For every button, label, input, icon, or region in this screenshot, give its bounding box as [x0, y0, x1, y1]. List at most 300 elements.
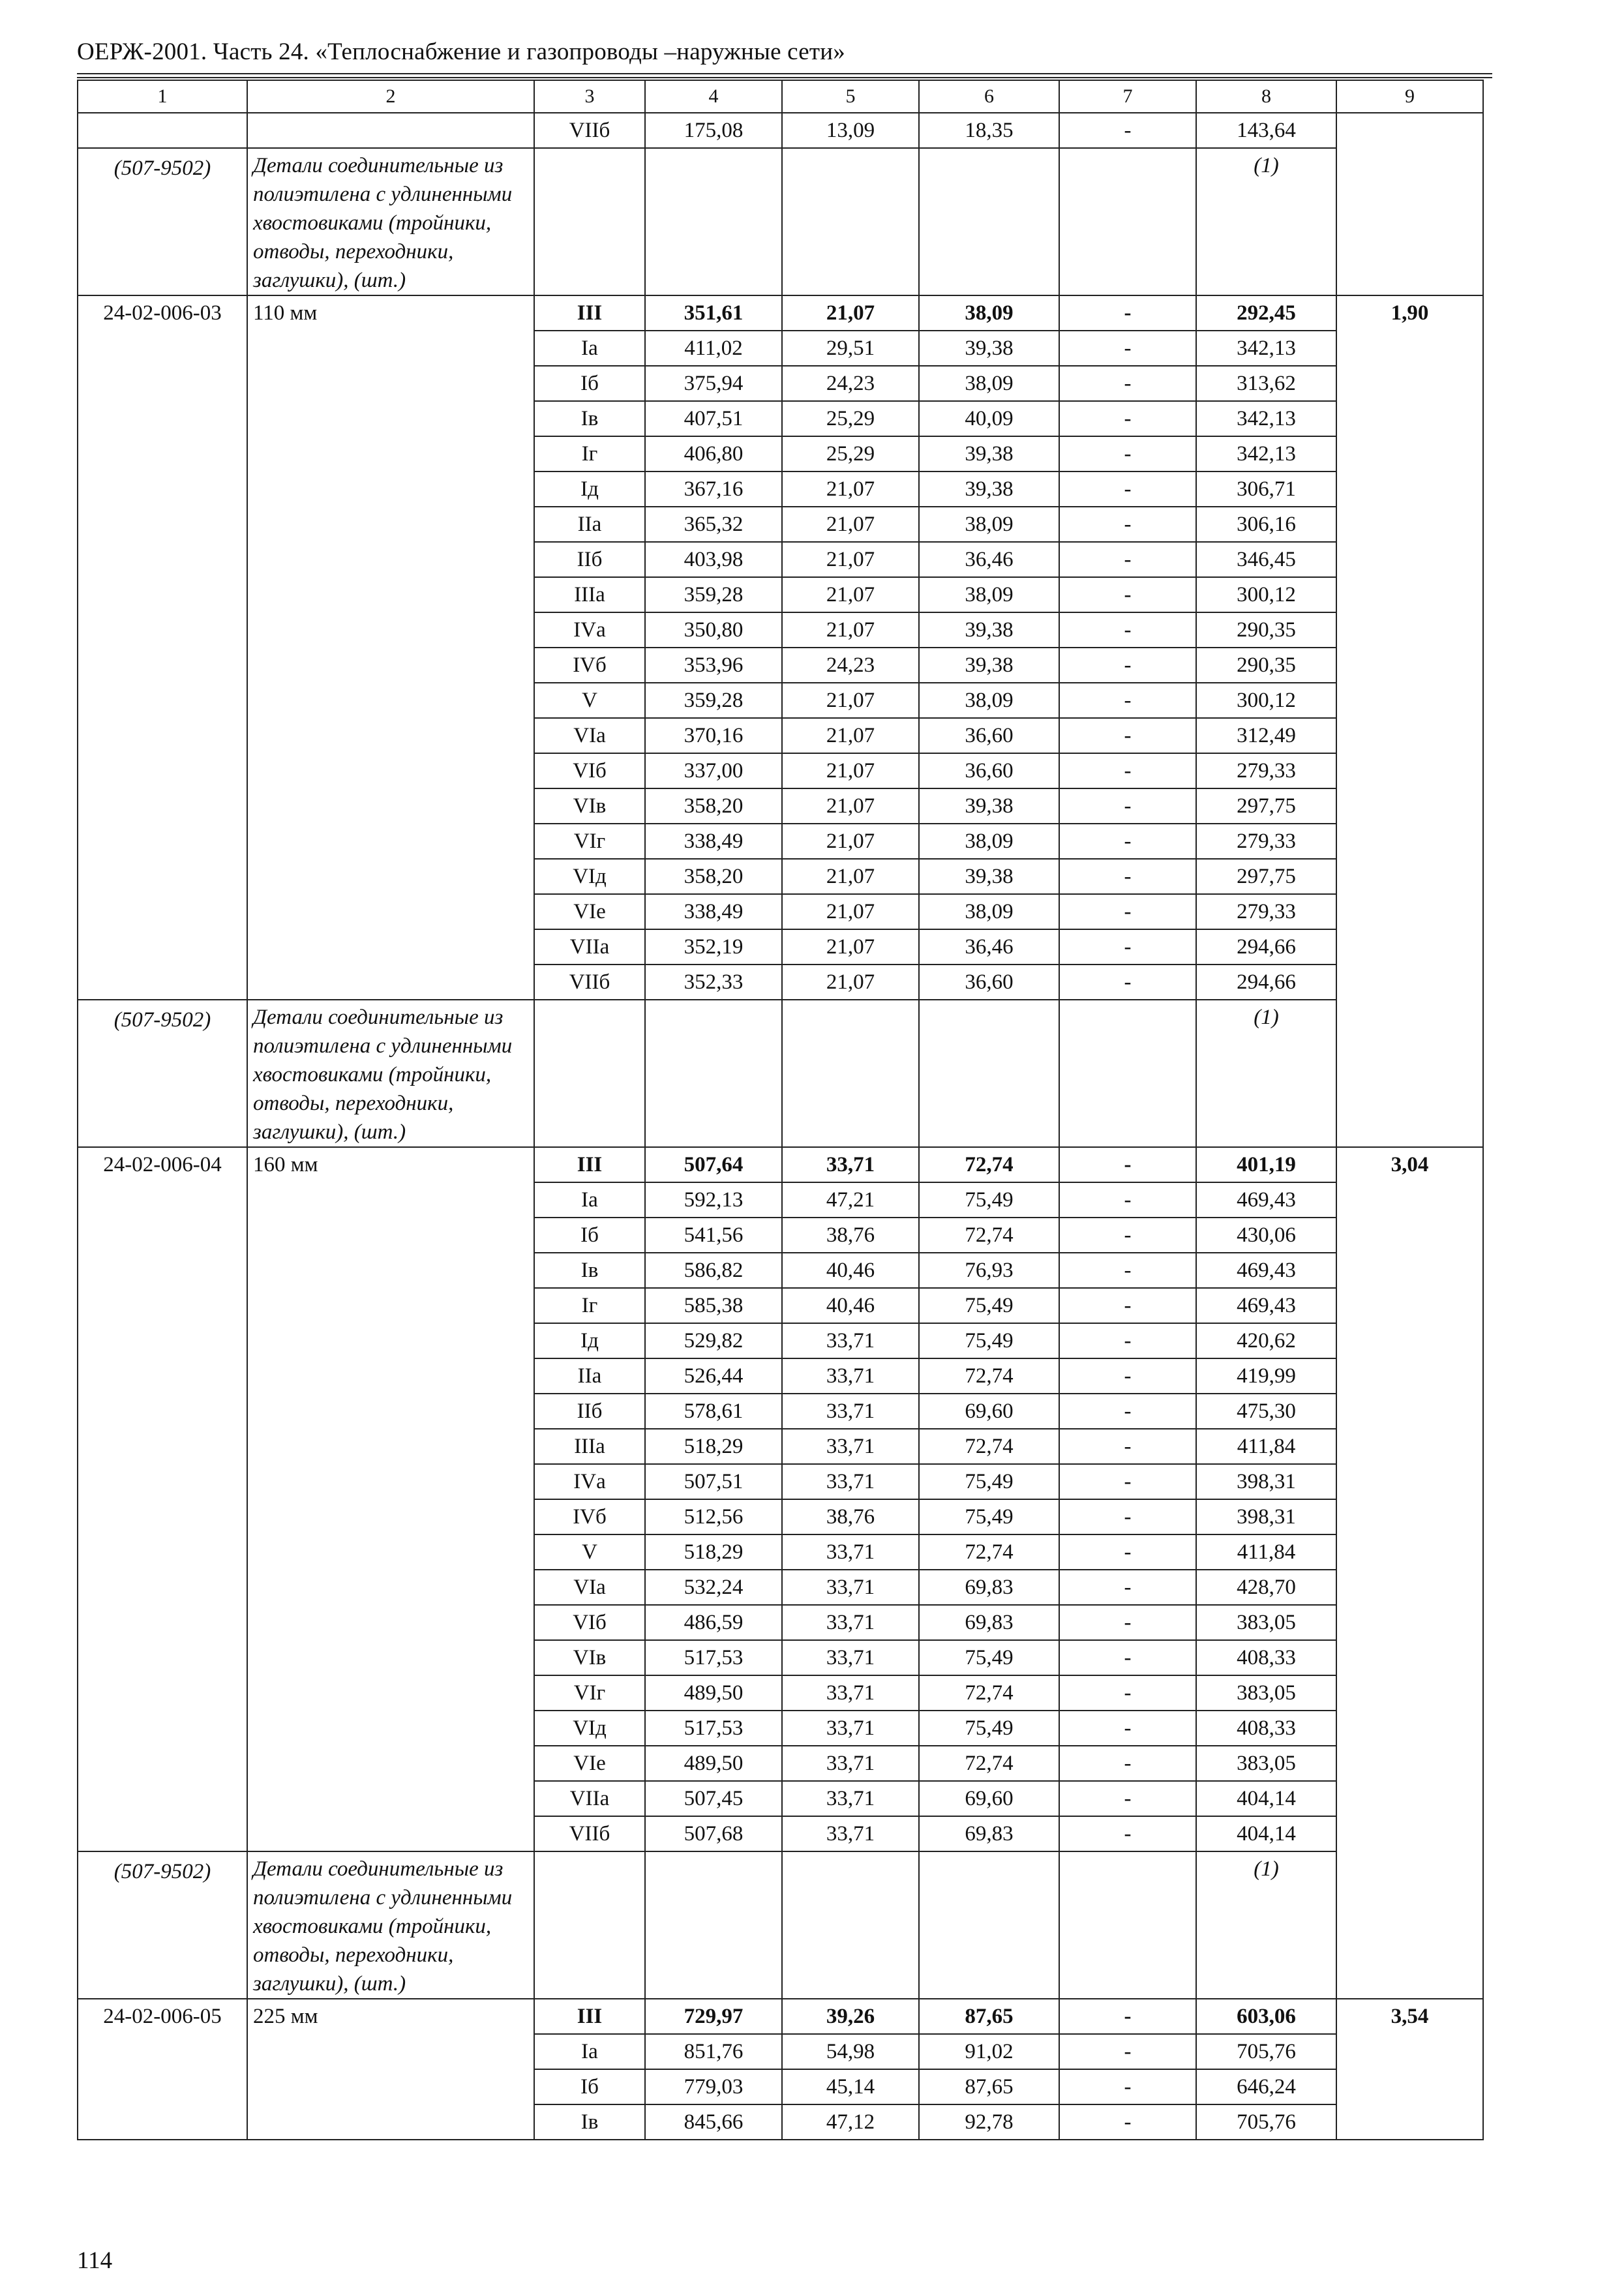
value-cell: 646,24 [1196, 2069, 1336, 2104]
value-cell: 358,20 [645, 788, 782, 824]
value-cell: VIд [534, 1711, 645, 1746]
value-cell: - [1059, 436, 1196, 471]
value-cell: 411,84 [1196, 1534, 1336, 1570]
value-cell: 486,59 [645, 1605, 782, 1640]
value-cell: 401,19 [1196, 1147, 1336, 1182]
value-cell: 21,07 [782, 295, 919, 331]
value-cell: 290,35 [1196, 648, 1336, 683]
value-cell: Iа [534, 1182, 645, 1218]
value-cell: - [1059, 1323, 1196, 1358]
empty-cell [782, 1000, 919, 1147]
value-cell: 33,71 [782, 1147, 919, 1182]
value-cell: 359,28 [645, 683, 782, 718]
value-cell: 517,53 [645, 1640, 782, 1675]
value-cell: 342,13 [1196, 401, 1336, 436]
value-cell: 312,49 [1196, 718, 1336, 753]
value-cell: 87,65 [919, 2069, 1059, 2104]
value-cell: Iа [534, 331, 645, 366]
value-cell: - [1059, 1429, 1196, 1464]
value-cell: 705,76 [1196, 2034, 1336, 2069]
value-cell: 518,29 [645, 1534, 782, 1570]
value-cell: VIв [534, 1640, 645, 1675]
col9-cell [1336, 113, 1483, 295]
value-cell: 33,71 [782, 1640, 919, 1675]
value-cell: 24,23 [782, 648, 919, 683]
value-cell: 407,51 [645, 401, 782, 436]
value-cell: 475,30 [1196, 1394, 1336, 1429]
value-cell: 33,71 [782, 1781, 919, 1816]
value-cell: 21,07 [782, 507, 919, 542]
value-cell: 38,76 [782, 1499, 919, 1534]
value-cell: 512,56 [645, 1499, 782, 1534]
value-cell: 39,38 [919, 471, 1059, 507]
value-cell: - [1059, 1182, 1196, 1218]
note-code: (507-9502) [78, 148, 247, 295]
value-cell: 541,56 [645, 1218, 782, 1253]
value-cell: 21,07 [782, 471, 919, 507]
value-cell: VIIа [534, 1781, 645, 1816]
value-cell: 25,29 [782, 436, 919, 471]
value-cell: 290,35 [1196, 612, 1336, 648]
column-number: 5 [782, 80, 919, 113]
value-cell: - [1059, 612, 1196, 648]
value-cell: VIIа [534, 929, 645, 965]
value-cell: V [534, 683, 645, 718]
value-cell: 29,51 [782, 331, 919, 366]
empty-cell [645, 148, 782, 295]
value-cell: VIIб [534, 113, 645, 148]
value-cell: 489,50 [645, 1675, 782, 1711]
value-cell: 370,16 [645, 718, 782, 753]
value-cell: 705,76 [1196, 2104, 1336, 2140]
note-code: (507-9502) [78, 1000, 247, 1147]
value-cell: 21,07 [782, 753, 919, 788]
value-cell: 38,09 [919, 577, 1059, 612]
value-cell: 21,07 [782, 612, 919, 648]
value-cell: Iв [534, 1253, 645, 1288]
value-cell: 353,96 [645, 648, 782, 683]
value-cell: 352,19 [645, 929, 782, 965]
value-cell: - [1059, 366, 1196, 401]
empty-cell [1059, 1000, 1196, 1147]
value-cell: 21,07 [782, 929, 919, 965]
value-cell: 294,66 [1196, 965, 1336, 1000]
value-cell: 87,65 [919, 1999, 1059, 2034]
value-cell: 306,16 [1196, 507, 1336, 542]
value-cell: 69,83 [919, 1816, 1059, 1851]
value-cell: - [1059, 1358, 1196, 1394]
value-cell: 75,49 [919, 1323, 1059, 1358]
value-cell: IVб [534, 648, 645, 683]
value-cell: - [1059, 859, 1196, 894]
value-cell: 408,33 [1196, 1711, 1336, 1746]
value-cell: 39,38 [919, 331, 1059, 366]
value-cell: III [534, 1147, 645, 1182]
value-cell: 313,62 [1196, 366, 1336, 401]
value-cell: - [1059, 683, 1196, 718]
value-cell: 398,31 [1196, 1499, 1336, 1534]
value-cell: 367,16 [645, 471, 782, 507]
code-cell: 24-02-006-05 [78, 1999, 247, 2140]
value-cell: 359,28 [645, 577, 782, 612]
column-number-row [78, 80, 1483, 113]
value-cell: Iб [534, 2069, 645, 2104]
value-cell: 33,71 [782, 1534, 919, 1570]
value-cell: 75,49 [919, 1182, 1059, 1218]
value-cell: 406,80 [645, 436, 782, 471]
value-cell: Iа [534, 2034, 645, 2069]
value-cell: 47,12 [782, 2104, 919, 2140]
value-cell: - [1059, 1675, 1196, 1711]
value-cell: 507,45 [645, 1781, 782, 1816]
value-cell: 21,07 [782, 718, 919, 753]
value-cell: 279,33 [1196, 894, 1336, 929]
value-cell: IVб [534, 1499, 645, 1534]
value-cell: - [1059, 1746, 1196, 1781]
value-cell: VIг [534, 824, 645, 859]
empty-cell [1059, 1851, 1196, 1999]
value-cell: 342,13 [1196, 331, 1336, 366]
value-cell: - [1059, 1288, 1196, 1323]
table-row [78, 1999, 1483, 2034]
value-cell: 469,43 [1196, 1182, 1336, 1218]
value-cell: 72,74 [919, 1429, 1059, 1464]
value-cell: - [1059, 1711, 1196, 1746]
value-cell: 529,82 [645, 1323, 782, 1358]
value-cell: - [1059, 2104, 1196, 2140]
value-cell: 292,45 [1196, 295, 1336, 331]
empty-cell [1059, 148, 1196, 295]
value-cell: IIIа [534, 1429, 645, 1464]
name-cell [247, 113, 534, 148]
value-cell: 365,32 [645, 507, 782, 542]
value-cell: 75,49 [919, 1640, 1059, 1675]
size-cell: 225 мм [247, 1999, 534, 2140]
value-cell: VIд [534, 859, 645, 894]
value-cell: 297,75 [1196, 859, 1336, 894]
value-cell: 75,49 [919, 1711, 1059, 1746]
value-cell: VIг [534, 1675, 645, 1711]
value-cell: - [1059, 2069, 1196, 2104]
value-cell: III [534, 1999, 645, 2034]
value-cell: - [1059, 894, 1196, 929]
value-cell: 13,09 [782, 113, 919, 148]
header-rule [77, 77, 1492, 78]
empty-cell [534, 1000, 645, 1147]
column-number: 6 [919, 80, 1059, 113]
value-cell: 38,09 [919, 366, 1059, 401]
value-cell: 337,00 [645, 753, 782, 788]
value-cell: - [1059, 471, 1196, 507]
value-cell: III [534, 295, 645, 331]
value-cell: VIIб [534, 1816, 645, 1851]
value-cell: 36,60 [919, 718, 1059, 753]
value-cell: 40,46 [782, 1288, 919, 1323]
value-cell: - [1059, 1570, 1196, 1605]
value-cell: 518,29 [645, 1429, 782, 1464]
value-cell: - [1059, 1218, 1196, 1253]
column-number: 2 [247, 80, 534, 113]
value-cell: 408,33 [1196, 1640, 1336, 1675]
empty-cell [919, 1000, 1059, 1147]
value-cell: 411,84 [1196, 1429, 1336, 1464]
value-cell: 603,06 [1196, 1999, 1336, 2034]
value-cell: 36,46 [919, 542, 1059, 577]
value-cell: - [1059, 1147, 1196, 1182]
note-code: (507-9502) [78, 1851, 247, 1999]
value-cell: Iд [534, 471, 645, 507]
value-cell: 779,03 [645, 2069, 782, 2104]
column-number: 8 [1196, 80, 1336, 113]
value-cell: 38,09 [919, 894, 1059, 929]
value-cell: IVа [534, 612, 645, 648]
value-cell: 383,05 [1196, 1675, 1336, 1711]
header-rule [77, 73, 1492, 74]
value-cell: 175,08 [645, 113, 782, 148]
value-cell: 24,23 [782, 366, 919, 401]
value-cell: VIа [534, 1570, 645, 1605]
value-cell: 404,14 [1196, 1781, 1336, 1816]
value-cell: 403,98 [645, 542, 782, 577]
value-cell: Iб [534, 1218, 645, 1253]
value-cell: 40,46 [782, 1253, 919, 1288]
value-cell: 36,60 [919, 965, 1059, 1000]
value-cell: Iг [534, 436, 645, 471]
value-cell: 33,71 [782, 1464, 919, 1499]
value-cell: - [1059, 753, 1196, 788]
value-cell: 75,49 [919, 1499, 1059, 1534]
value-cell: 18,35 [919, 113, 1059, 148]
value-cell: 845,66 [645, 2104, 782, 2140]
value-cell: 351,61 [645, 295, 782, 331]
value-cell: 72,74 [919, 1358, 1059, 1394]
value-cell: 72,74 [919, 1746, 1059, 1781]
value-cell: 489,50 [645, 1746, 782, 1781]
value-cell: - [1059, 1534, 1196, 1570]
value-cell: 69,60 [919, 1394, 1059, 1429]
value-cell: 45,14 [782, 2069, 919, 2104]
value-cell: 38,09 [919, 824, 1059, 859]
value-cell: V [534, 1534, 645, 1570]
note-description: Детали соединительные из полиэтилена с удлиненными хвостовиками (тройники, отводы, переходники, заглушки), (шт.) [247, 148, 534, 295]
code-cell: 24-02-006-03 [78, 295, 247, 1000]
value-cell: 21,07 [782, 859, 919, 894]
value-cell: 507,68 [645, 1816, 782, 1851]
value-cell: VIб [534, 753, 645, 788]
value-cell: 69,83 [919, 1605, 1059, 1640]
value-cell: 76,93 [919, 1253, 1059, 1288]
rates-table [77, 80, 1484, 2140]
value-cell: Iб [534, 366, 645, 401]
value-cell: 21,07 [782, 577, 919, 612]
value-cell: 507,51 [645, 1464, 782, 1499]
value-cell: 404,14 [1196, 1816, 1336, 1851]
value-cell: 300,12 [1196, 577, 1336, 612]
code-cell: 24-02-006-04 [78, 1147, 247, 1851]
value-cell: 851,76 [645, 2034, 782, 2069]
value-cell: 92,78 [919, 2104, 1059, 2140]
value-cell: VIв [534, 788, 645, 824]
note-row [78, 1851, 1483, 1999]
value-cell: - [1059, 1605, 1196, 1640]
code-cell [78, 113, 247, 148]
value-cell: 39,38 [919, 788, 1059, 824]
value-cell: 346,45 [1196, 542, 1336, 577]
value-cell: 38,09 [919, 507, 1059, 542]
size-cell: 160 мм [247, 1147, 534, 1851]
value-cell: 586,82 [645, 1253, 782, 1288]
note-description: Детали соединительные из полиэтилена с удлиненными хвостовиками (тройники, отводы, переходники, заглушки), (шт.) [247, 1000, 534, 1147]
table-row [78, 295, 1483, 331]
value-cell: 21,07 [782, 894, 919, 929]
value-cell: 592,13 [645, 1182, 782, 1218]
value-cell: VIIб [534, 965, 645, 1000]
value-cell: 33,71 [782, 1429, 919, 1464]
value-cell: 69,60 [919, 1781, 1059, 1816]
col9-cell: 3,54 [1336, 1999, 1483, 2140]
value-cell: VIа [534, 718, 645, 753]
value-cell: 33,71 [782, 1746, 919, 1781]
value-cell: 383,05 [1196, 1605, 1336, 1640]
table-row [78, 113, 1483, 148]
value-cell: VIб [534, 1605, 645, 1640]
value-cell: 469,43 [1196, 1288, 1336, 1323]
value-cell: - [1059, 295, 1196, 331]
value-cell: 33,71 [782, 1323, 919, 1358]
value-cell: - [1059, 1816, 1196, 1851]
value-cell: 75,49 [919, 1464, 1059, 1499]
value-cell: - [1059, 1781, 1196, 1816]
value-cell: 420,62 [1196, 1323, 1336, 1358]
value-cell: VIе [534, 894, 645, 929]
value-cell: 33,71 [782, 1605, 919, 1640]
column-number: 7 [1059, 80, 1196, 113]
value-cell: - [1059, 331, 1196, 366]
col9-cell: 3,04 [1336, 1147, 1483, 1999]
value-cell: 33,71 [782, 1711, 919, 1746]
value-cell: 72,74 [919, 1534, 1059, 1570]
value-cell: 39,38 [919, 612, 1059, 648]
value-cell: 54,98 [782, 2034, 919, 2069]
value-cell: - [1059, 718, 1196, 753]
value-cell: - [1059, 1999, 1196, 2034]
value-cell: 279,33 [1196, 824, 1336, 859]
value-cell: - [1059, 1640, 1196, 1675]
column-number: 1 [78, 80, 247, 113]
value-cell: 21,07 [782, 542, 919, 577]
value-cell: 578,61 [645, 1394, 782, 1429]
value-cell: 517,53 [645, 1711, 782, 1746]
empty-cell [919, 148, 1059, 295]
value-cell: IIа [534, 507, 645, 542]
value-cell: - [1059, 2034, 1196, 2069]
value-cell: Iд [534, 1323, 645, 1358]
empty-cell [645, 1000, 782, 1147]
value-cell: IIб [534, 542, 645, 577]
value-cell: 75,49 [919, 1288, 1059, 1323]
value-cell: 33,71 [782, 1816, 919, 1851]
value-cell: 532,24 [645, 1570, 782, 1605]
value-cell: 21,07 [782, 788, 919, 824]
empty-cell [534, 148, 645, 295]
value-cell: 294,66 [1196, 929, 1336, 965]
column-number: 9 [1336, 80, 1483, 113]
value-cell: 375,94 [645, 366, 782, 401]
value-cell: 91,02 [919, 2034, 1059, 2069]
value-cell: IIIа [534, 577, 645, 612]
value-cell: 428,70 [1196, 1570, 1336, 1605]
note-row [78, 1000, 1483, 1147]
value-cell: - [1059, 542, 1196, 577]
value-cell: 36,60 [919, 753, 1059, 788]
value-cell: 398,31 [1196, 1464, 1336, 1499]
value-cell: - [1059, 1464, 1196, 1499]
value-cell: 40,09 [919, 401, 1059, 436]
value-cell: 342,13 [1196, 436, 1336, 471]
value-cell: 25,29 [782, 401, 919, 436]
footnote-mark: (1) [1196, 1851, 1336, 1999]
value-cell: 39,38 [919, 859, 1059, 894]
value-cell: 585,38 [645, 1288, 782, 1323]
value-cell: - [1059, 401, 1196, 436]
value-cell: 72,74 [919, 1218, 1059, 1253]
value-cell: 72,74 [919, 1675, 1059, 1711]
value-cell: 47,21 [782, 1182, 919, 1218]
value-cell: IIа [534, 1358, 645, 1394]
value-cell: 21,07 [782, 965, 919, 1000]
page-number: 114 [77, 2247, 113, 2274]
value-cell: 33,71 [782, 1394, 919, 1429]
value-cell: 411,02 [645, 331, 782, 366]
value-cell: - [1059, 965, 1196, 1000]
value-cell: - [1059, 648, 1196, 683]
empty-cell [782, 148, 919, 295]
value-cell: 39,26 [782, 1999, 919, 2034]
value-cell: - [1059, 507, 1196, 542]
column-number: 3 [534, 80, 645, 113]
value-cell: - [1059, 577, 1196, 612]
value-cell: VIе [534, 1746, 645, 1781]
value-cell: - [1059, 1394, 1196, 1429]
value-cell: 383,05 [1196, 1746, 1336, 1781]
value-cell: 526,44 [645, 1358, 782, 1394]
value-cell: 38,76 [782, 1218, 919, 1253]
value-cell: 297,75 [1196, 788, 1336, 824]
column-number: 4 [645, 80, 782, 113]
note-row [78, 148, 1483, 295]
value-cell: 38,09 [919, 295, 1059, 331]
table-row [78, 1147, 1483, 1182]
note-description: Детали соединительные из полиэтилена с удлиненными хвостовиками (тройники, отводы, переходники, заглушки), (шт.) [247, 1851, 534, 1999]
value-cell: 38,09 [919, 683, 1059, 718]
value-cell: 419,99 [1196, 1358, 1336, 1394]
value-cell: 21,07 [782, 683, 919, 718]
value-cell: 430,06 [1196, 1218, 1336, 1253]
value-cell: 33,71 [782, 1570, 919, 1605]
footnote-mark: (1) [1196, 1000, 1336, 1147]
value-cell: Iв [534, 2104, 645, 2140]
value-cell: 300,12 [1196, 683, 1336, 718]
value-cell: 352,33 [645, 965, 782, 1000]
value-cell: 39,38 [919, 648, 1059, 683]
value-cell: 33,71 [782, 1675, 919, 1711]
value-cell: 279,33 [1196, 753, 1336, 788]
value-cell: - [1059, 113, 1196, 148]
value-cell: - [1059, 824, 1196, 859]
value-cell: 507,64 [645, 1147, 782, 1182]
value-cell: 338,49 [645, 894, 782, 929]
value-cell: - [1059, 788, 1196, 824]
